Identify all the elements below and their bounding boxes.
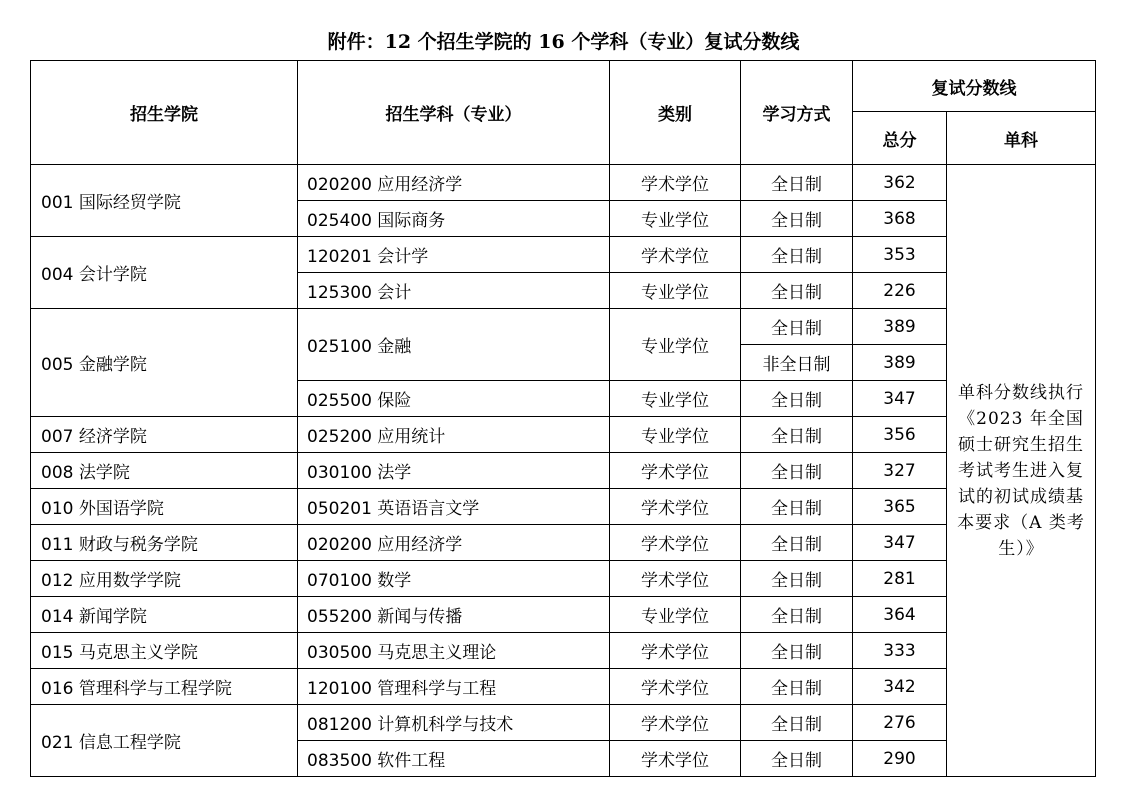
- college-cell: 010 外国语学院: [31, 489, 298, 525]
- single-subject-note: 单科分数线执行《2023 年全国硕士研究生招生考试考生进入复试的初试成绩基本要求（A 类考生）》: [947, 165, 1096, 777]
- category-cell: 学术学位: [610, 741, 741, 777]
- table-row: [31, 669, 1096, 705]
- category-cell: 学术学位: [610, 525, 741, 561]
- college-cell: 014 新闻学院: [31, 597, 298, 633]
- subject-cell: 025200 应用统计: [298, 417, 610, 453]
- total-score-cell: 353: [853, 237, 947, 273]
- total-score-cell: 281: [853, 561, 947, 597]
- category-cell: 专业学位: [610, 381, 741, 417]
- table-row: [31, 525, 1096, 561]
- college-cell: 012 应用数学学院: [31, 561, 298, 597]
- study-mode-cell: 全日制: [741, 633, 853, 669]
- subject-cell: 120100 管理科学与工程: [298, 669, 610, 705]
- category-cell: 专业学位: [610, 309, 741, 381]
- header-single-subject: 单科: [947, 112, 1096, 165]
- study-mode-cell: 全日制: [741, 741, 853, 777]
- subject-cell: 025100 金融: [298, 309, 610, 381]
- study-mode-cell: 全日制: [741, 273, 853, 309]
- total-score-cell: 276: [853, 705, 947, 741]
- table-row: [31, 309, 1096, 345]
- subject-cell: 081200 计算机科学与技术: [298, 705, 610, 741]
- total-score-cell: 365: [853, 489, 947, 525]
- study-mode-cell: 全日制: [741, 669, 853, 705]
- header-college: 招生学院: [31, 61, 298, 165]
- category-cell: 学术学位: [610, 489, 741, 525]
- header-subject: 招生学科（专业）: [298, 61, 610, 165]
- study-mode-cell: 全日制: [741, 597, 853, 633]
- total-score-cell: 347: [853, 525, 947, 561]
- category-cell: 学术学位: [610, 705, 741, 741]
- study-mode-cell: 全日制: [741, 561, 853, 597]
- subject-cell: 025500 保险: [298, 381, 610, 417]
- total-score-cell: 356: [853, 417, 947, 453]
- study-mode-cell: 全日制: [741, 165, 853, 201]
- subject-cell: 083500 软件工程: [298, 741, 610, 777]
- college-cell: 011 财政与税务学院: [31, 525, 298, 561]
- study-mode-cell: 全日制: [741, 525, 853, 561]
- category-cell: 专业学位: [610, 597, 741, 633]
- category-cell: 学术学位: [610, 633, 741, 669]
- total-score-cell: 290: [853, 741, 947, 777]
- table-row: [31, 417, 1096, 453]
- college-cell: 008 法学院: [31, 453, 298, 489]
- college-cell: 021 信息工程学院: [31, 705, 298, 777]
- subject-cell: 125300 会计: [298, 273, 610, 309]
- total-score-cell: 226: [853, 273, 947, 309]
- subject-cell: 120201 会计学: [298, 237, 610, 273]
- category-cell: 专业学位: [610, 273, 741, 309]
- total-score-cell: 389: [853, 345, 947, 381]
- document-title: 附件：12 个招生学院的 16 个学科（专业）复试分数线: [327, 31, 800, 53]
- header-total-score: 总分: [853, 112, 947, 165]
- subject-cell: 055200 新闻与传播: [298, 597, 610, 633]
- total-score-cell: 327: [853, 453, 947, 489]
- college-cell: 004 会计学院: [31, 237, 298, 309]
- subject-cell: 030500 马克思主义理论: [298, 633, 610, 669]
- study-mode-cell: 全日制: [741, 705, 853, 741]
- table-row: [31, 489, 1096, 525]
- table-row: [31, 633, 1096, 669]
- table-row: [31, 237, 1096, 273]
- subject-cell: 025400 国际商务: [298, 201, 610, 237]
- study-mode-cell: 全日制: [741, 489, 853, 525]
- total-score-cell: 389: [853, 309, 947, 345]
- subject-cell: 070100 数学: [298, 561, 610, 597]
- total-score-cell: 368: [853, 201, 947, 237]
- header-score-line: 复试分数线: [853, 61, 1096, 112]
- total-score-cell: 362: [853, 165, 947, 201]
- study-mode-cell: 全日制: [741, 417, 853, 453]
- subject-cell: 030100 法学: [298, 453, 610, 489]
- subject-cell: 020200 应用经济学: [298, 525, 610, 561]
- study-mode-cell: 全日制: [741, 381, 853, 417]
- category-cell: 学术学位: [610, 669, 741, 705]
- table-row: [31, 165, 1096, 201]
- college-cell: 007 经济学院: [31, 417, 298, 453]
- category-cell: 学术学位: [610, 453, 741, 489]
- study-mode-cell: 全日制: [741, 201, 853, 237]
- total-score-cell: 333: [853, 633, 947, 669]
- subject-cell: 050201 英语语言文学: [298, 489, 610, 525]
- header-study-mode: 学习方式: [741, 61, 853, 165]
- study-mode-cell: 全日制: [741, 453, 853, 489]
- college-cell: 005 金融学院: [31, 309, 298, 417]
- table-row: [31, 453, 1096, 489]
- study-mode-cell: 全日制: [741, 237, 853, 273]
- header-category: 类别: [610, 61, 741, 165]
- category-cell: 学术学位: [610, 165, 741, 201]
- total-score-cell: 342: [853, 669, 947, 705]
- table-row: [31, 597, 1096, 633]
- category-cell: 专业学位: [610, 201, 741, 237]
- college-cell: 001 国际经贸学院: [31, 165, 298, 237]
- total-score-cell: 364: [853, 597, 947, 633]
- score-table: [30, 60, 1096, 777]
- table-row: [31, 561, 1096, 597]
- category-cell: 专业学位: [610, 417, 741, 453]
- college-cell: 015 马克思主义学院: [31, 633, 298, 669]
- category-cell: 学术学位: [610, 561, 741, 597]
- study-mode-cell: 全日制: [741, 309, 853, 345]
- college-cell: 016 管理科学与工程学院: [31, 669, 298, 705]
- total-score-cell: 347: [853, 381, 947, 417]
- study-mode-cell: 非全日制: [741, 345, 853, 381]
- table-row: [31, 705, 1096, 741]
- category-cell: 学术学位: [610, 237, 741, 273]
- subject-cell: 020200 应用经济学: [298, 165, 610, 201]
